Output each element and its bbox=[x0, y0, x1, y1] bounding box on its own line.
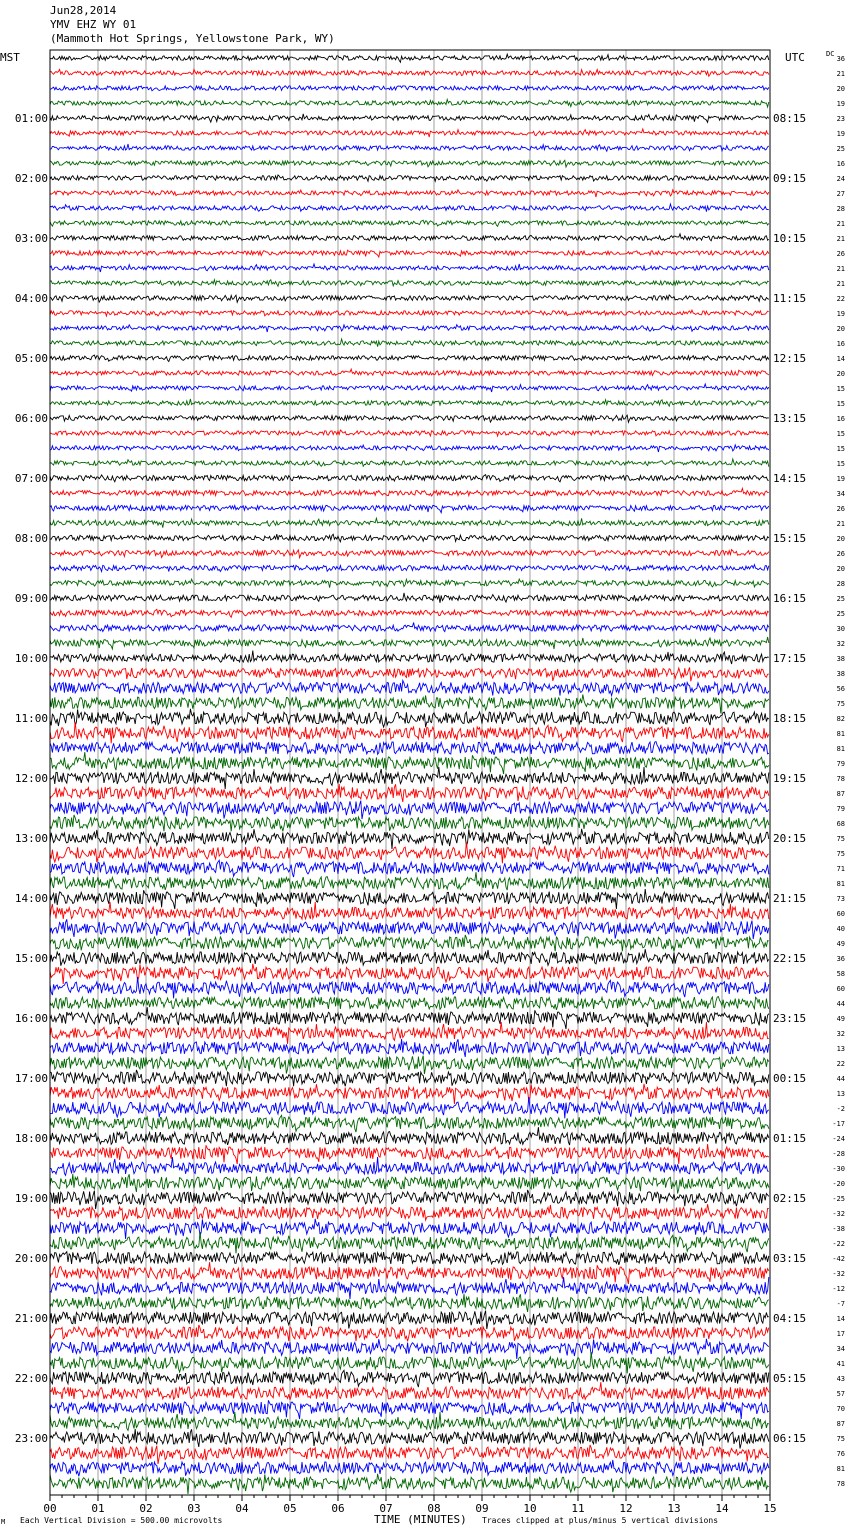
seismic-trace bbox=[50, 144, 769, 151]
dc-offset-label: 49 bbox=[836, 1015, 845, 1023]
x-tick-label: 12 bbox=[619, 1502, 633, 1515]
seismic-trace bbox=[50, 889, 769, 909]
dc-offset-label: 28 bbox=[836, 205, 845, 213]
dc-offset-label: 81 bbox=[836, 730, 845, 738]
x-tick-label: 13 bbox=[667, 1502, 681, 1515]
seismic-trace bbox=[50, 1127, 769, 1145]
seismic-trace bbox=[50, 977, 769, 998]
mst-axis-label: MST bbox=[0, 51, 20, 64]
utc-hour-label: 02:15 bbox=[773, 1192, 807, 1205]
seismic-trace bbox=[50, 160, 769, 167]
dc-offset-label: 26 bbox=[836, 550, 845, 558]
dc-offset-label: 28 bbox=[836, 580, 845, 588]
dc-offset-label: 78 bbox=[836, 775, 845, 783]
dc-offset-label: 19 bbox=[836, 100, 845, 108]
seismic-trace bbox=[50, 1445, 769, 1464]
seismic-trace bbox=[50, 964, 769, 984]
seismic-trace bbox=[50, 860, 769, 877]
x-tick-label: 03 bbox=[187, 1502, 201, 1515]
dc-offset-label: 20 bbox=[836, 535, 845, 543]
seismic-trace bbox=[50, 1252, 769, 1265]
utc-hour-label: 05:15 bbox=[773, 1372, 807, 1385]
utc-hour-label: 10:15 bbox=[773, 232, 807, 245]
dc-offset-label: 14 bbox=[836, 1315, 845, 1323]
dc-offset-label: 17 bbox=[836, 1330, 845, 1338]
mst-hour-label: 01:00 bbox=[14, 112, 48, 125]
mst-hour-label: 04:00 bbox=[14, 292, 48, 305]
seismic-trace bbox=[50, 190, 769, 197]
dc-offset-label: 32 bbox=[836, 640, 845, 648]
dc-offset-label: 44 bbox=[836, 1075, 845, 1083]
dc-offset-label: 30 bbox=[836, 625, 845, 633]
dc-offset-label: -38 bbox=[832, 1225, 845, 1233]
utc-hour-label: 03:15 bbox=[773, 1252, 807, 1265]
x-tick-label: 15 bbox=[763, 1502, 777, 1515]
dc-offset-label: 21 bbox=[836, 280, 845, 288]
seismic-trace bbox=[50, 1115, 769, 1132]
dc-offset-label: -28 bbox=[832, 1150, 845, 1158]
dc-offset-label: 81 bbox=[836, 880, 845, 888]
dc-offset-label: -22 bbox=[832, 1240, 845, 1248]
dc-offset-label: -30 bbox=[832, 1165, 845, 1173]
dc-offset-label: -32 bbox=[832, 1270, 845, 1278]
utc-hour-label: 20:15 bbox=[773, 832, 807, 845]
mst-hour-label: 17:00 bbox=[14, 1072, 48, 1085]
utc-hour-labels bbox=[773, 112, 806, 1445]
seismic-trace bbox=[50, 505, 769, 513]
dc-offset-label: 20 bbox=[836, 565, 845, 573]
seismic-trace bbox=[50, 1352, 769, 1373]
seismic-trace bbox=[50, 1382, 769, 1400]
utc-hour-label: 01:15 bbox=[773, 1132, 807, 1145]
dc-offset-label: -2 bbox=[836, 1105, 845, 1113]
dc-offset-label: 60 bbox=[836, 910, 845, 918]
dc-offset-label: 16 bbox=[836, 340, 845, 348]
dc-offset-label: 87 bbox=[836, 1420, 845, 1428]
x-tick-label: 02 bbox=[139, 1502, 153, 1515]
dc-offset-label: 26 bbox=[836, 250, 845, 258]
dc-offset-label: -24 bbox=[832, 1135, 845, 1143]
seismic-trace bbox=[50, 1144, 769, 1164]
x-tick-label: 10 bbox=[523, 1502, 537, 1515]
x-tick-label: 06 bbox=[331, 1502, 345, 1515]
seismic-traces bbox=[50, 54, 769, 1494]
dc-offset-label: 34 bbox=[836, 1345, 845, 1353]
utc-hour-label: 17:15 bbox=[773, 652, 807, 665]
utc-hour-label: 04:15 bbox=[773, 1312, 807, 1325]
seismic-trace bbox=[50, 175, 769, 181]
dc-offset-label: 60 bbox=[836, 985, 845, 993]
seismic-trace bbox=[50, 1311, 769, 1329]
dc-offset-label: 36 bbox=[836, 955, 845, 963]
dc-offset-label: 87 bbox=[836, 790, 845, 798]
utc-hour-label: 09:15 bbox=[773, 172, 807, 185]
scale-note: Each Vertical Division = 500.00 microvolts bbox=[20, 1516, 223, 1525]
seismic-trace bbox=[50, 949, 769, 966]
seismic-trace bbox=[50, 459, 769, 467]
seismic-trace bbox=[50, 695, 769, 714]
seismic-trace bbox=[50, 1007, 769, 1029]
utc-hour-label: 21:15 bbox=[773, 892, 807, 905]
seismic-trace bbox=[50, 1429, 769, 1449]
dc-offset-label: -32 bbox=[832, 1210, 845, 1218]
dc-offset-label: 38 bbox=[836, 655, 845, 663]
seismic-trace bbox=[50, 1204, 769, 1221]
location-label: (Mammoth Hot Springs, Yellowstone Park, WY) bbox=[50, 32, 335, 45]
utc-hour-label: 00:15 bbox=[773, 1072, 807, 1085]
dc-offset-label: 21 bbox=[836, 265, 845, 273]
seismic-trace bbox=[50, 919, 769, 939]
utc-hour-label: 16:15 bbox=[773, 592, 807, 605]
dc-offset-label: 32 bbox=[836, 1030, 845, 1038]
dc-offset-label: 20 bbox=[836, 370, 845, 378]
seismic-trace bbox=[50, 488, 769, 496]
dc-offset-label: 15 bbox=[836, 400, 845, 408]
dc-offset-label: 19 bbox=[836, 475, 845, 483]
seismic-trace bbox=[50, 1474, 769, 1494]
seismic-trace bbox=[50, 609, 769, 617]
dc-offset-label: 26 bbox=[836, 505, 845, 513]
dc-offset-label: 14 bbox=[836, 355, 845, 363]
utc-hour-label: 11:15 bbox=[773, 292, 807, 305]
seismic-trace bbox=[50, 475, 769, 482]
dc-offset-label: 25 bbox=[836, 610, 845, 618]
seismic-trace bbox=[50, 1277, 769, 1299]
dc-offset-label: 15 bbox=[836, 445, 845, 453]
dc-offset-label: 20 bbox=[836, 85, 845, 93]
dc-offset-label: 16 bbox=[836, 415, 845, 423]
mst-hour-label: 21:00 bbox=[14, 1312, 48, 1325]
mst-hour-label: 13:00 bbox=[14, 832, 48, 845]
mst-hour-label: 15:00 bbox=[14, 952, 48, 965]
dc-offset-label: -20 bbox=[832, 1180, 845, 1188]
dc-axis-label: DC bbox=[826, 50, 835, 58]
dc-offset-label: 13 bbox=[836, 1090, 845, 1098]
dc-offset-label: 56 bbox=[836, 685, 845, 693]
dc-offset-label: 36 bbox=[836, 55, 845, 63]
mst-hour-label: 20:00 bbox=[14, 1252, 48, 1265]
x-tick-labels bbox=[43, 1495, 776, 1515]
dc-offset-label: 21 bbox=[836, 220, 845, 228]
seismic-trace bbox=[50, 1190, 769, 1209]
dc-offset-label: 44 bbox=[836, 1000, 845, 1008]
seismic-trace bbox=[50, 129, 769, 137]
dc-offset-label: 75 bbox=[836, 835, 845, 843]
station-label: YMV EHZ WY 01 bbox=[50, 18, 137, 31]
seismic-trace bbox=[50, 801, 769, 819]
seismic-trace bbox=[50, 86, 769, 91]
mst-hour-label: 23:00 bbox=[14, 1432, 48, 1445]
seismic-trace bbox=[50, 1400, 769, 1419]
seismic-trace bbox=[50, 623, 769, 632]
seismic-trace bbox=[50, 280, 769, 287]
dc-offset-label: 15 bbox=[836, 430, 845, 438]
utc-hour-label: 18:15 bbox=[773, 712, 807, 725]
dc-offset-label: 13 bbox=[836, 1045, 845, 1053]
dc-offset-label: 19 bbox=[836, 310, 845, 318]
seismic-trace bbox=[50, 54, 769, 62]
dc-offset-label: 21 bbox=[836, 235, 845, 243]
x-tick-label: 01 bbox=[91, 1502, 105, 1515]
seismic-trace bbox=[50, 1339, 769, 1359]
x-tick-label: 14 bbox=[715, 1502, 729, 1515]
seismic-trace bbox=[50, 445, 769, 452]
mst-hour-label: 03:00 bbox=[14, 232, 48, 245]
mst-hour-label: 18:00 bbox=[14, 1132, 48, 1145]
dc-offset-label: 73 bbox=[836, 895, 845, 903]
dc-offset-label: 75 bbox=[836, 850, 845, 858]
seismic-trace bbox=[50, 1039, 769, 1057]
x-tick-label: 05 bbox=[283, 1502, 297, 1515]
seismic-trace bbox=[50, 204, 769, 212]
mst-hour-label: 16:00 bbox=[14, 1012, 48, 1025]
seismic-trace bbox=[50, 234, 769, 241]
seismic-trace bbox=[50, 579, 769, 588]
mst-hour-label: 14:00 bbox=[14, 892, 48, 905]
mst-hour-label: 02:00 bbox=[14, 172, 48, 185]
x-tick-label: 04 bbox=[235, 1502, 249, 1515]
seismic-trace bbox=[50, 935, 769, 951]
seismic-trace bbox=[50, 295, 769, 302]
seismic-trace bbox=[50, 1174, 769, 1194]
seismic-trace bbox=[50, 310, 769, 316]
dc-offset-label: 40 bbox=[836, 925, 845, 933]
mst-hour-label: 11:00 bbox=[14, 712, 48, 725]
seismic-trace bbox=[50, 1022, 769, 1044]
dc-offset-label: 75 bbox=[836, 700, 845, 708]
seismic-trace bbox=[50, 99, 769, 107]
utc-hour-label: 23:15 bbox=[773, 1012, 807, 1025]
seismic-trace bbox=[50, 742, 769, 755]
utc-hour-label: 12:15 bbox=[773, 352, 807, 365]
seismic-trace bbox=[50, 565, 769, 572]
seismic-trace bbox=[50, 399, 769, 406]
footer-mark: M bbox=[1, 1518, 6, 1526]
dc-offset-label: 22 bbox=[836, 1060, 845, 1068]
mst-hour-label: 06:00 bbox=[14, 412, 48, 425]
dc-offset-label: 25 bbox=[836, 595, 845, 603]
dc-offset-label: 81 bbox=[836, 745, 845, 753]
dc-offset-label: -7 bbox=[836, 1300, 845, 1308]
mst-hour-label: 08:00 bbox=[14, 532, 48, 545]
dc-offset-label: 16 bbox=[836, 160, 845, 168]
dc-offset-label: 82 bbox=[836, 715, 845, 723]
seismic-trace bbox=[50, 1070, 769, 1086]
utc-hour-label: 15:15 bbox=[773, 532, 807, 545]
seismic-trace bbox=[50, 872, 769, 890]
seismic-trace bbox=[50, 1370, 769, 1387]
dc-offset-label: 57 bbox=[836, 1390, 845, 1398]
seismic-trace bbox=[50, 1219, 769, 1239]
seismic-trace bbox=[50, 534, 769, 542]
dc-offset-label: 78 bbox=[836, 1480, 845, 1488]
utc-hour-label: 14:15 bbox=[773, 472, 807, 485]
dc-offset-label: 79 bbox=[836, 805, 845, 813]
dc-offset-label: -25 bbox=[832, 1195, 845, 1203]
dc-offset-label: -17 bbox=[832, 1120, 845, 1128]
seismic-trace bbox=[50, 550, 769, 558]
dc-offset-label: 19 bbox=[836, 130, 845, 138]
dc-offset-label: 68 bbox=[836, 820, 845, 828]
seismic-trace bbox=[50, 1097, 769, 1118]
dc-offset-label: 81 bbox=[836, 1465, 845, 1473]
seismic-trace bbox=[50, 1232, 769, 1253]
x-tick-label: 09 bbox=[475, 1502, 489, 1515]
mst-hour-label: 05:00 bbox=[14, 352, 48, 365]
dc-offset-label: 24 bbox=[836, 175, 845, 183]
dc-offset-label: 38 bbox=[836, 670, 845, 678]
seismic-trace bbox=[50, 1084, 769, 1104]
seismic-trace bbox=[50, 220, 769, 226]
dc-offset-label: 15 bbox=[836, 460, 845, 468]
seismic-trace bbox=[50, 902, 769, 919]
x-tick-label: 00 bbox=[43, 1502, 57, 1515]
seismic-trace bbox=[50, 637, 769, 649]
x-tick-label: 07 bbox=[379, 1502, 393, 1515]
seismic-trace bbox=[50, 593, 769, 603]
seismic-trace bbox=[50, 264, 769, 272]
seismic-trace bbox=[50, 667, 769, 681]
mst-hour-labels bbox=[15, 112, 48, 1445]
date-label: Jun28,2014 bbox=[50, 4, 117, 17]
dc-offset-label: 27 bbox=[836, 190, 845, 198]
dc-offset-label: 43 bbox=[836, 1375, 845, 1383]
seismic-trace bbox=[50, 651, 769, 664]
dc-offset-label: 58 bbox=[836, 970, 845, 978]
dc-offset-label: 21 bbox=[836, 520, 845, 528]
seismic-trace bbox=[50, 767, 769, 789]
dc-offset-label: 21 bbox=[836, 70, 845, 78]
dc-offset-label: -12 bbox=[832, 1285, 845, 1293]
dc-offset-label: 75 bbox=[836, 1435, 845, 1443]
dc-offset-label: 49 bbox=[836, 940, 845, 948]
utc-hour-label: 08:15 bbox=[773, 112, 807, 125]
seismic-trace bbox=[50, 1294, 769, 1312]
seismic-trace bbox=[50, 1157, 769, 1175]
dc-offset-label: 70 bbox=[836, 1405, 845, 1413]
dc-offset-label: 22 bbox=[836, 295, 845, 303]
seismic-trace bbox=[50, 1262, 769, 1284]
utc-hour-label: 22:15 bbox=[773, 952, 807, 965]
dc-offset-label: 20 bbox=[836, 325, 845, 333]
mst-hour-label: 19:00 bbox=[14, 1192, 48, 1205]
seismic-trace bbox=[50, 842, 769, 863]
dc-offset-label: 79 bbox=[836, 760, 845, 768]
seismic-trace bbox=[50, 1412, 769, 1430]
x-tick-label: 08 bbox=[427, 1502, 441, 1515]
utc-hour-label: 19:15 bbox=[773, 772, 807, 785]
x-tick-label: 11 bbox=[571, 1502, 585, 1515]
seismic-trace bbox=[50, 69, 769, 76]
dc-offset-label: 76 bbox=[836, 1450, 845, 1458]
dc-offset-labels bbox=[832, 55, 845, 1488]
seismic-trace bbox=[50, 250, 769, 257]
mst-hour-label: 22:00 bbox=[14, 1372, 48, 1385]
dc-offset-label: 41 bbox=[836, 1360, 845, 1368]
seismic-trace bbox=[50, 681, 769, 696]
seismic-trace bbox=[50, 114, 769, 122]
utc-hour-label: 06:15 bbox=[773, 1432, 807, 1445]
seismic-trace bbox=[50, 518, 769, 527]
seismic-trace bbox=[50, 815, 769, 831]
seismic-trace bbox=[50, 752, 769, 774]
seismic-trace bbox=[50, 415, 769, 422]
seismic-trace bbox=[50, 339, 769, 347]
mst-hour-label: 07:00 bbox=[14, 472, 48, 485]
seismic-trace bbox=[50, 355, 769, 362]
clip-note: Traces clipped at plus/minus 5 vertical divisions bbox=[482, 1516, 719, 1525]
utc-axis-label: UTC bbox=[785, 51, 805, 64]
mst-hour-label: 12:00 bbox=[14, 772, 48, 785]
dc-offset-label: -42 bbox=[832, 1255, 845, 1263]
dc-offset-label: 71 bbox=[836, 865, 845, 873]
seismic-trace bbox=[50, 430, 769, 436]
x-axis-title: TIME (MINUTES) bbox=[374, 1513, 467, 1526]
dc-offset-label: 25 bbox=[836, 145, 845, 153]
seismic-trace bbox=[50, 384, 769, 392]
seismic-trace bbox=[50, 1056, 769, 1074]
dc-offset-label: 23 bbox=[836, 115, 845, 123]
mst-hour-label: 09:00 bbox=[14, 592, 48, 605]
utc-hour-label: 13:15 bbox=[773, 412, 807, 425]
mst-hour-label: 10:00 bbox=[14, 652, 48, 665]
seismic-trace bbox=[50, 1325, 769, 1341]
seismic-trace bbox=[50, 997, 769, 1010]
dc-offset-label: 15 bbox=[836, 385, 845, 393]
seismic-trace bbox=[50, 709, 769, 727]
seismic-trace bbox=[50, 325, 769, 332]
seismic-trace bbox=[50, 369, 769, 376]
seismic-trace bbox=[50, 784, 769, 802]
dc-offset-label: 34 bbox=[836, 490, 845, 498]
